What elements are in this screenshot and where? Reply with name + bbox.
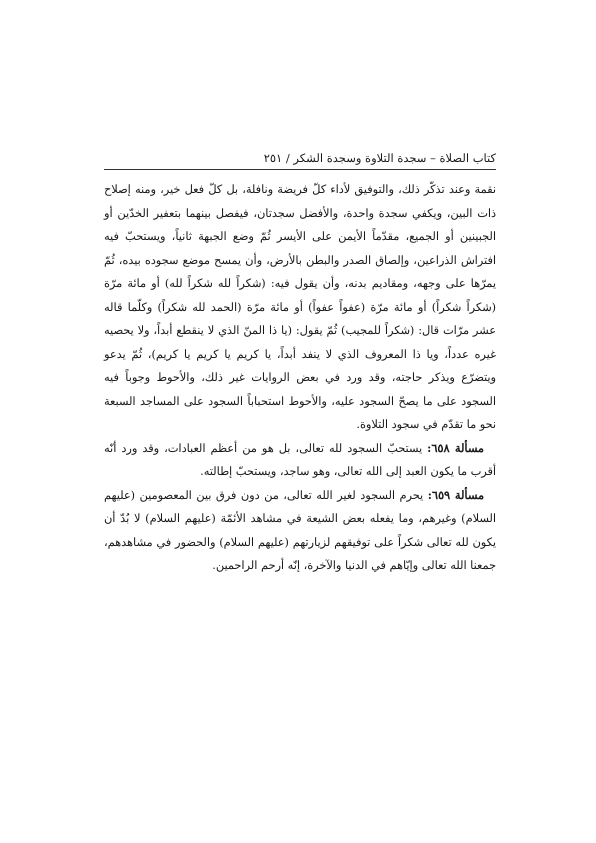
paragraph-intro: [104, 178, 496, 437]
issue-text: يحرم السجود لغير الله تعالى، من دون فرق بين المعصومين (عليهم السلام) وغيرهم، وما يفعله بعض الشيعة في مشاهد الأئمّة (عليهم السلام) لا بُدّ أن يكون لله تعالى شكراً على توفيقهم لزيارتهم (عليهم السلام) والحضور في مشاهدهم، جمعنا الله تعالى وإيّاهم في الدنيا والآخرة، إنّه أرحم الراحمين.: [104, 488, 496, 572]
issue-659: [104, 484, 496, 578]
issue-text: يستحبّ السجود لله تعالى، بل هو من أعظم العبادات، وقد ورد أنّه أقرب ما يكون العبد إلى الله تعالى، وهو ساجد، ويستحبّ إطالته.: [104, 441, 496, 478]
header-rule: [104, 169, 496, 170]
running-header: كتاب الصلاة – سجدة التلاوة وسجدة الشكر / ٢٥١: [263, 151, 496, 165]
paragraph-text: نقمة وعند تذكّر ذلك، والتوفيق لأداء كلّ فريضة ونافلة، بل كلّ فعل خير، ومنه إصلاح ذات البين، ويكفي سجدة واحدة، والأفضل سجدتان، فيفصل بينهما بتعفير الخدّين أو الجبينين أو الجميع، مقدّماً الأيمن على الأيسر ثُمّ وضع الجبهة ثانياً، ويستحبّ فيه افتراش الذراعين، وإلصاق الصدر والبطن بالأرض، وأن يمسح موضع سجوده بيده، ثُمّ يمرّها على وجهه، ومقاديم بدنه، وأن يقول فيه: (شكراً لله شكراً لله) أو مائة مرّة (شكراً شكراً) أو مائة مرّة (عفواً عفواً) أو مائة مرّة (الحمد لله شكراً) وكلّما قاله عشر مرّات قال: (شكراً للمجيب) ثُمّ يقول: (يا ذا المنّ الذي لا ينقطع أبداً، ولا يحصيه غيره عدداً، ويا ذا المعروف الذي لا ينفد أبداً، يا كريم يا كريم يا كريم)، ثُمّ يدعو ويتضرّع ويذكر حاجته، وقد ورد في بعض الروايات غير ذلك، والأحوط وجوباً فيه السجود على ما يصحّ السجود عليه، والأحوط استحباباً السجود على المساجد السبعة نحو ما تقدّم في سجود التلاوة.: [104, 183, 496, 431]
page-body: [104, 178, 496, 578]
issue-label: مسألة ٦٥٨:: [427, 440, 484, 455]
issue-label: مسألة ٦٥٩:: [427, 487, 484, 502]
issue-658: [104, 437, 496, 484]
